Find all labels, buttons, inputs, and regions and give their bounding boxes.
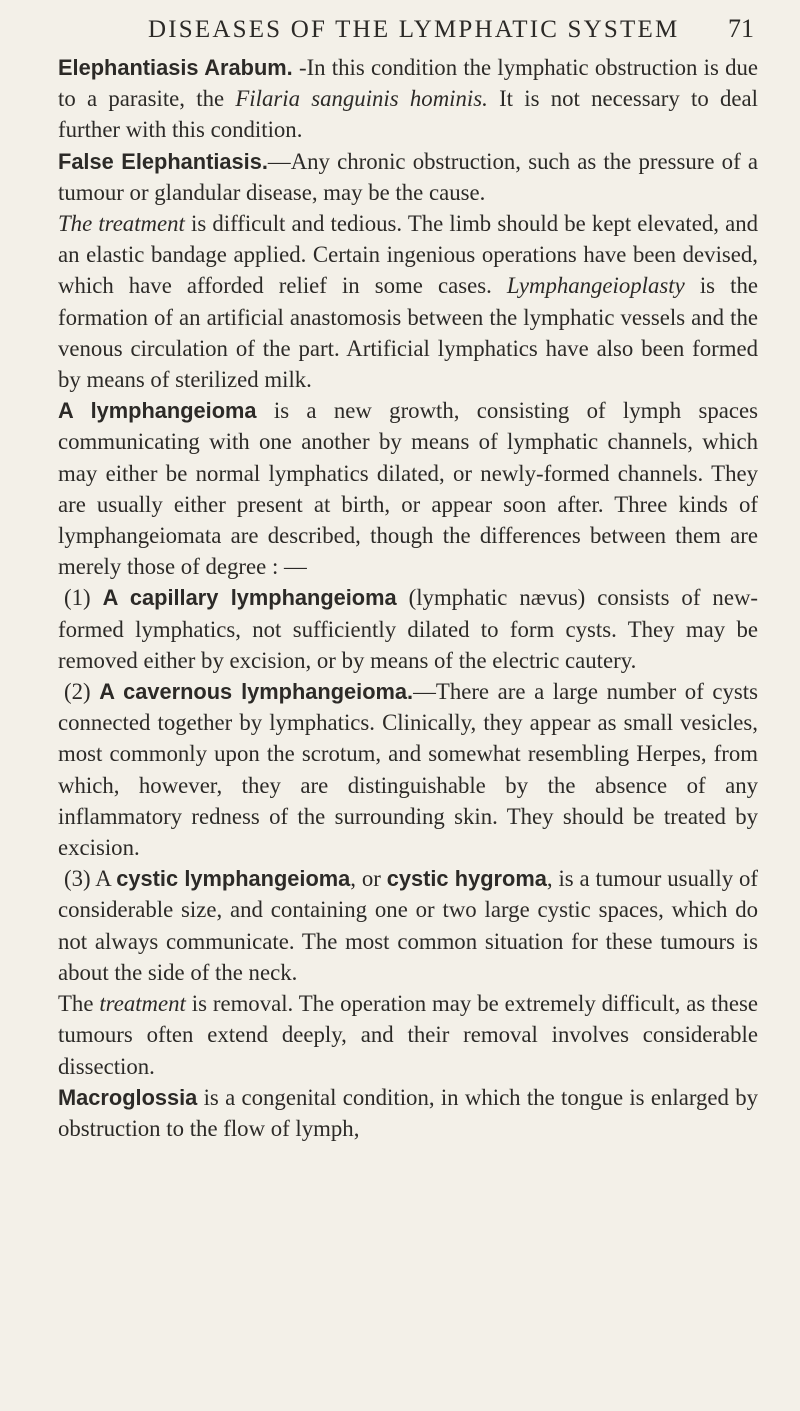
paragraph-cavernous-lymphangeioma xyxy=(58,676,758,863)
item-number: (3) A xyxy=(64,866,117,892)
term-capillary-lymphangeioma: A capillary lymphangeioma xyxy=(102,585,397,611)
paragraph-capillary-lymphangeioma xyxy=(58,582,758,676)
running-head xyxy=(58,0,758,52)
italic-the-treatment: The treatment xyxy=(58,211,185,237)
term-elephantiasis-arabum: Elephantiasis Arabum. xyxy=(58,55,293,80)
text-segment: The xyxy=(58,991,100,1017)
paragraph-treatment xyxy=(58,208,758,395)
item-number: (2) xyxy=(64,679,100,705)
text-segment: is the formation of an artificial anastomosis between the lymphatic vessels and the venous circulation of the part. Artificial lymphatics have also been formed by means of sterilized milk. xyxy=(58,273,758,393)
paragraph-false-elephantiasis xyxy=(58,146,758,208)
page-number: 71 xyxy=(728,14,754,43)
paragraph-lymphangeioma xyxy=(58,395,758,582)
paragraph-cystic-treatment xyxy=(58,988,758,1082)
italic-treatment: treatment xyxy=(99,991,186,1017)
paragraph-elephantiasis-arabum xyxy=(58,52,758,146)
text-segment: —There are a large number of cysts connected together by lymphatics. Clinically, they appear as small vesicles, most commonly upon the scrotum, and somewhat resembling Herpes, from which, however, they are distinguishable by the absence of any inflammatory redness of the surrounding skin. They should be treated by excision. xyxy=(58,679,759,861)
text-segment: is a congenital condition, in which the tongue is enlarged by obstruction to the flow of lymph, xyxy=(58,1084,758,1141)
text-segment: is difficult and tedious. The limb should be kept elevated, and an elastic bandage applied. Certain ingenious operations have been devised, which have afforded relief in some cases. xyxy=(58,211,758,299)
text-segment: , or xyxy=(350,866,387,892)
text-segment: -In this condition the lymphatic obstruction is due to a parasite, the xyxy=(58,55,759,112)
body-text xyxy=(58,52,758,1144)
item-number: (1) xyxy=(64,585,103,611)
running-title: DISEASES OF THE LYMPHATIC SYSTEM xyxy=(148,16,680,43)
term-cavernous-lymphangeioma: A cavernous lymphangeioma. xyxy=(99,679,414,705)
italic-filaria: Filaria sanguinis hominis. xyxy=(235,86,488,112)
paragraph-cystic-lymphangeioma xyxy=(58,863,758,988)
text-segment: , is a tumour usually of considerable size, and containing one or two large cystic spaces, which do not always communicate. The most common situation for these tumours is about the side of the neck. xyxy=(58,866,758,985)
term-cystic-lymphangeioma: cystic lymphangeioma xyxy=(116,866,351,892)
italic-lymphangeioplasty: Lymphangeioplasty xyxy=(506,273,685,299)
term-macroglossia: Macroglossia xyxy=(58,1084,198,1110)
text-segment: It is not necessary to deal further with this condition. xyxy=(58,86,758,143)
text-segment: is removal. The operation may be extremely difficult, as these tumours often extend deeply, and their removal involves considerable dissection. xyxy=(58,991,758,1079)
term-false-elephantiasis: False Elephantiasis. xyxy=(58,148,268,174)
text-segment: —Any chronic obstruction, such as the pressure of a tumour or glandular disease, may be the cause. xyxy=(58,148,758,205)
text-segment: is a new growth, consisting of lymph spaces communicating with one another by means of lymphatic channels, which may either be normal lymphatics dilated, or newly-formed channels. They are usually either present at birth, or appear soon after. Three kinds of lymphangeiomata are described, though the differences between them are merely those of degree : — xyxy=(58,398,758,580)
term-lymphangeioma: A lymphangeioma xyxy=(58,398,257,424)
term-cystic-hygroma: cystic hygroma xyxy=(386,866,547,892)
paragraph-macroglossia xyxy=(58,1082,758,1144)
text-segment: (lymphatic nævus) consists of new-formed lymphatics, not sufficiently dilated to form cysts. They may be removed either by excision, or by means of the electric cautery. xyxy=(58,585,758,673)
